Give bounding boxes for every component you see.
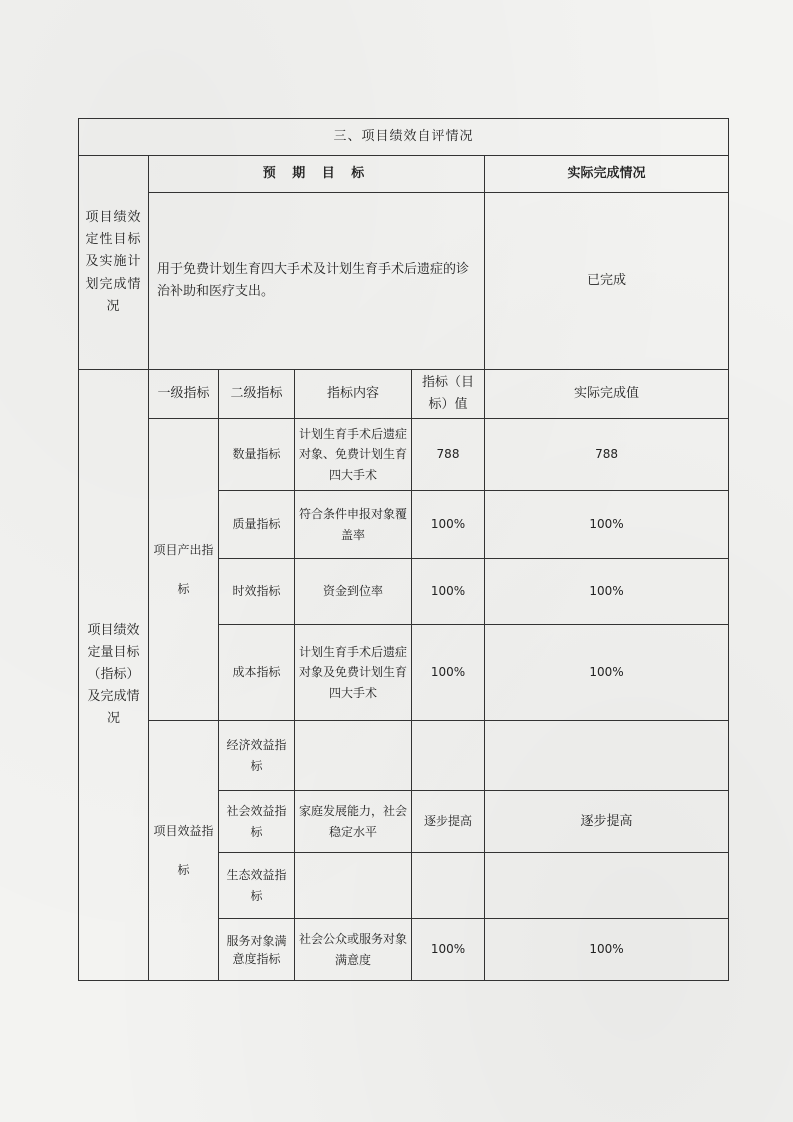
actual-cell <box>485 721 729 791</box>
actual-completion-text: 已完成 <box>485 193 729 370</box>
actual-cell: 788 <box>485 419 729 491</box>
actual-cell: 逐步提高 <box>485 791 729 853</box>
actual-value-header: 实际完成值 <box>485 370 729 419</box>
actual-cell <box>485 853 729 919</box>
level2-cell: 经济效益指标 <box>219 721 295 791</box>
content-cell <box>295 721 412 791</box>
target-cell <box>412 721 485 791</box>
content-cell: 社会公众或服务对象满意度 <box>295 919 412 981</box>
level2-cell: 成本指标 <box>219 625 295 721</box>
content-header: 指标内容 <box>295 370 412 419</box>
target-cell: 100% <box>412 919 485 981</box>
benefit-indicators-label: 项目效益指标 <box>149 721 219 981</box>
table-row <box>79 721 729 791</box>
level2-cell: 数量指标 <box>219 419 295 491</box>
target-cell: 788 <box>412 419 485 491</box>
content-cell: 符合条件申报对象覆盖率 <box>295 491 412 559</box>
actual-cell: 100% <box>485 559 729 625</box>
target-cell <box>412 853 485 919</box>
output-indicators-label: 项目产出指标 <box>149 419 219 721</box>
actual-cell: 100% <box>485 625 729 721</box>
section-title: 三、项目绩效自评情况 <box>79 119 729 156</box>
level1-header: 一级指标 <box>149 370 219 419</box>
quantitative-side-label: 项目绩效定量目标（指标）及完成情况 <box>79 370 149 981</box>
qualitative-side-label: 项目绩效定性目标及实施计划完成情况 <box>79 156 149 370</box>
level2-cell: 社会效益指标 <box>219 791 295 853</box>
actual-completion-header: 实际完成情况 <box>485 156 729 193</box>
target-cell: 100% <box>412 625 485 721</box>
content-cell <box>295 853 412 919</box>
level2-cell: 服务对象满意度指标 <box>219 919 295 981</box>
content-cell: 资金到位率 <box>295 559 412 625</box>
target-cell: 逐步提高 <box>412 791 485 853</box>
self-evaluation-table <box>78 118 729 981</box>
target-cell: 100% <box>412 559 485 625</box>
content-cell: 计划生育手术后遗症对象、免费计划生育四大手术 <box>295 419 412 491</box>
expected-goal-header: 预 期 目 标 <box>149 156 485 193</box>
table-row <box>79 419 729 491</box>
level2-cell: 时效指标 <box>219 559 295 625</box>
target-header: 指标（目标）值 <box>412 370 485 419</box>
level2-cell: 生态效益指标 <box>219 853 295 919</box>
content-cell: 家庭发展能力，社会稳定水平 <box>295 791 412 853</box>
level2-cell: 质量指标 <box>219 491 295 559</box>
level2-header: 二级指标 <box>219 370 295 419</box>
target-cell: 100% <box>412 491 485 559</box>
content-cell: 计划生育手术后遗症对象及免费计划生育四大手术 <box>295 625 412 721</box>
actual-cell: 100% <box>485 491 729 559</box>
actual-cell: 100% <box>485 919 729 981</box>
expected-goal-text: 用于免费计划生育四大手术及计划生育手术后遗症的诊治补助和医疗支出。 <box>149 193 485 370</box>
